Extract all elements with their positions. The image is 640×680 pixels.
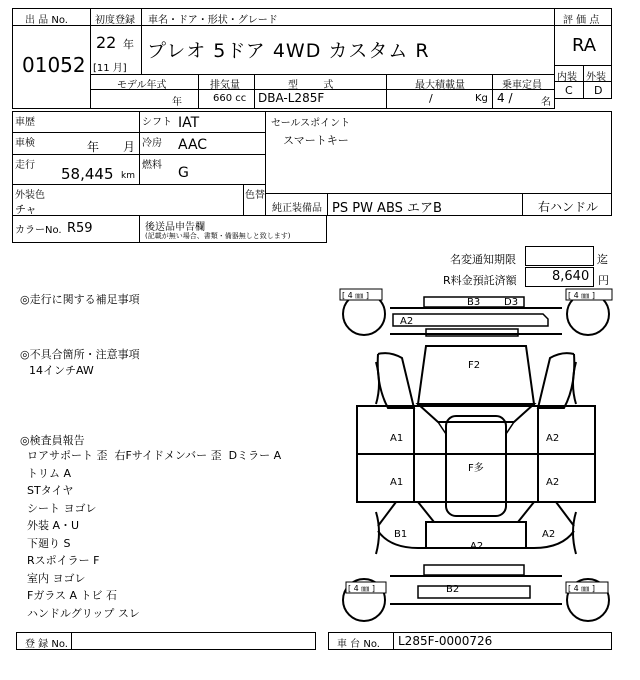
model-year-label: モデル年式 — [117, 80, 167, 91]
inspection-month: 月 — [123, 140, 136, 154]
aircon-value: AAC — [178, 137, 208, 153]
color-change-cell — [243, 184, 266, 216]
inspection-cell — [12, 132, 140, 155]
tire-depth-rear-right: [ 4 ㎜ ] — [568, 584, 595, 593]
type-value: DBA-L285F — [258, 91, 325, 105]
tire-depth-front-left: [ 4 ㎜ ] — [342, 291, 369, 300]
color-no-label: カラーNo. — [15, 225, 62, 236]
first-reg-year: 22 — [96, 33, 117, 52]
car-name: プレオ 5ドア 4WD カスタム R — [147, 40, 430, 62]
first-reg-label: 初度登録 — [95, 15, 135, 26]
exterior-color-label: 外装色 — [15, 190, 45, 201]
exterior-color-cell — [12, 184, 244, 216]
capacity-value: 4 / — [497, 91, 513, 105]
sales-point-label: セールスポイント — [271, 118, 351, 129]
car-name-label: 車名・ドア・形状・グレード — [148, 15, 278, 26]
registration-value-cell — [71, 632, 316, 650]
inspector-line: トリム A — [27, 466, 72, 480]
equipment-value: PS PW ABS エアB — [332, 201, 442, 216]
lot-number-cell — [12, 25, 91, 109]
inspector-line: 室内 ヨゴレ — [27, 571, 86, 585]
chassis-value-cell — [393, 632, 612, 650]
inspection-year: 年 — [87, 140, 100, 154]
inspector-line: Rスポイラー F — [27, 554, 100, 567]
inspector-line: シート ヨゴレ — [27, 501, 97, 515]
registration-label: 登 録 No. — [25, 639, 68, 650]
shift-value: IAT — [178, 115, 200, 131]
interior-label-cell — [554, 65, 584, 82]
defects-title: ◎不具合箇所・注意事項 — [20, 348, 140, 361]
mark-b2: B2 — [446, 584, 460, 595]
first-reg-month: [11 月] — [93, 63, 127, 74]
tire-depth-rear-left: [ 4 ㎜ ] — [348, 584, 375, 593]
equipment-label-cell — [265, 193, 328, 216]
exterior-label: 外装 — [586, 72, 606, 83]
mileage-cell — [12, 154, 140, 185]
inspector-title: ◎検査員報告 — [20, 434, 85, 447]
name-change-unit: 迄 — [597, 253, 608, 266]
recycle-box — [525, 267, 594, 287]
mark-f2: F2 — [468, 360, 481, 371]
interior-grade-cell — [554, 81, 584, 99]
eval-score: RA — [572, 35, 597, 56]
first-reg-year-unit: 年 — [123, 38, 134, 51]
displacement-value: 660 cc — [213, 93, 247, 104]
recycle-unit: 円 — [598, 274, 609, 287]
mark-d3: D3 — [504, 297, 519, 308]
mark-b3: B3 — [467, 297, 481, 308]
color-change-label: 色替 — [245, 190, 265, 201]
capacity-label: 乗車定員 — [502, 80, 542, 91]
registration-label-cell — [16, 632, 72, 650]
shipping-note: (記載が無い場合、書類・備器無しと致します) — [145, 232, 291, 240]
interior-label: 内装 — [557, 72, 577, 83]
inspector-line: 外装 A・U — [27, 519, 80, 532]
history-cell — [12, 111, 140, 133]
color-no-value: R59 — [67, 221, 93, 236]
interior-grade: C — [565, 84, 573, 97]
name-change-box — [525, 246, 594, 266]
model-year-unit: 年 — [172, 97, 182, 108]
displacement-label: 排気量 — [210, 80, 240, 91]
steering-cell — [522, 193, 612, 216]
chassis-label: 車 台 No. — [337, 639, 380, 650]
eval-label: 評 価 点 — [563, 15, 600, 26]
name-header-row — [90, 8, 555, 26]
tire-depth-front-right: [ 4 ㎜ ] — [568, 291, 595, 300]
shipping-cell — [139, 215, 327, 243]
mark-a2-right-front: A2 — [546, 433, 560, 444]
mark-a2-rear-right: A2 — [542, 529, 556, 540]
name-change-label: 名変通知期限 — [450, 253, 516, 266]
inspection-label: 車検 — [15, 138, 35, 149]
equipment-value-cell — [327, 193, 523, 216]
shift-cell — [139, 111, 266, 133]
fuel-cell — [139, 154, 266, 185]
eval-label-cell — [554, 8, 612, 26]
name-value-row — [90, 25, 555, 75]
shift-label: シフト — [142, 117, 172, 128]
mileage-unit: km — [121, 171, 135, 181]
defect-item: 14インチAW — [29, 364, 94, 377]
mileage-label: 走行 — [15, 160, 35, 171]
inspector-report-list — [27, 447, 281, 622]
sales-point-value: スマートキー — [283, 134, 349, 147]
max-load-unit: Kg — [475, 93, 488, 104]
mark-a1-left-rear: A1 — [390, 477, 404, 488]
exterior-grade: D — [594, 84, 603, 97]
mileage-value: 58,445 — [61, 165, 114, 183]
exterior-label-cell — [583, 65, 612, 82]
inspector-line: 下廻り S — [27, 536, 71, 550]
max-load-label: 最大積載量 — [415, 80, 465, 91]
shipping-label: 後送品申告欄 — [145, 222, 205, 233]
sales-point-cell — [265, 111, 612, 194]
capacity-unit: 名 — [541, 97, 551, 108]
inspector-line: ロアサポート 歪 右Fサイドメンバー 歪 Dミラー A — [27, 449, 282, 462]
lot-number: 01052 — [22, 53, 86, 77]
car-damage-diagram — [338, 286, 614, 628]
mark-a1-left-front: A1 — [390, 433, 404, 444]
type-label: 型 式 — [288, 80, 334, 91]
chassis-number: L285F-0000726 — [398, 634, 493, 648]
aircon-cell — [139, 132, 266, 155]
mark-a2-right-rear: A2 — [546, 477, 560, 488]
driving-notes-title: ◎走行に関する補足事項 — [20, 293, 140, 306]
lot-label: 出 品 No. — [25, 15, 68, 26]
inspector-line: Fガラス A トビ 石 — [27, 589, 118, 602]
fuel-label: 燃料 — [142, 160, 162, 171]
aircon-label: 冷房 — [142, 138, 162, 149]
inspector-line: ハンドルグリップ スレ — [27, 606, 140, 620]
mark-a2-rear: A2 — [470, 541, 484, 552]
exterior-color-value: チャ — [15, 203, 37, 216]
chassis-label-cell — [328, 632, 394, 650]
recycle-label: R料金預託済額 — [443, 274, 517, 287]
steering-value: 右ハンドル — [538, 200, 599, 214]
inspector-line: STタイヤ — [27, 484, 74, 497]
fuel-value: G — [178, 165, 189, 181]
lot-label-cell — [12, 8, 91, 26]
equipment-label: 純正装備品 — [272, 203, 322, 214]
history-label: 車歴 — [15, 117, 35, 128]
color-no-cell — [12, 215, 140, 243]
mark-b1: B1 — [394, 529, 408, 540]
exterior-grade-cell — [583, 81, 612, 99]
mark-a2-front: A2 — [400, 316, 414, 327]
max-load-sep: / — [429, 92, 433, 105]
recycle-amount: 8,640 — [552, 269, 590, 284]
mark-f-roof: F多 — [468, 463, 484, 474]
eval-score-cell — [554, 25, 612, 66]
